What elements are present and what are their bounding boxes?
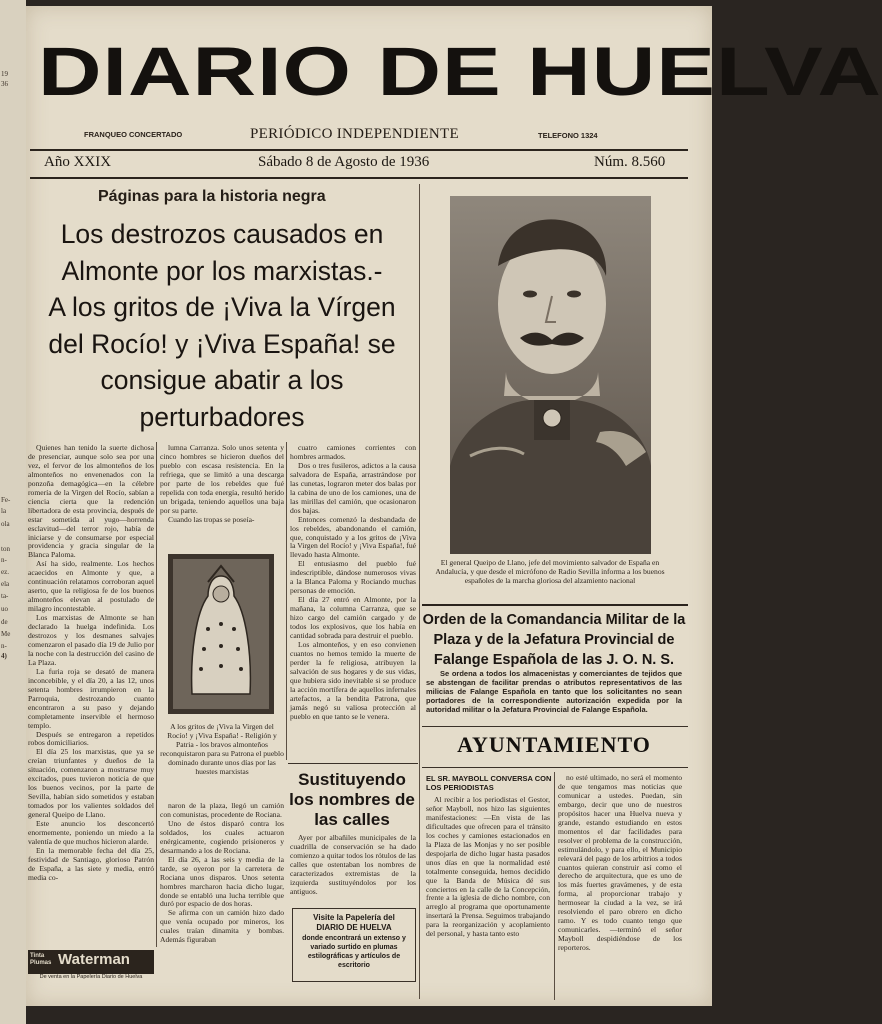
virgin-image-caption: A los gritos de ¡Viva la Virgen del Rocío! y ¡Viva España! - Religión y Patria - los bravos almonteños reconquistaron para su Patrona el pueblo dominado durante unos días por las huestes marxistas bbox=[160, 722, 284, 776]
paragraph: no esté ultimado, no será el momento de que tengamos mas noticias que comunicar a ustedes. Puedan, sin embargo, decir que uno de nuestros propósitos hacer una Huelva nueva y grande, estando estudiando en estos momentos el dar facilidades para resolver el problema de la construcción, estimulándolo, y para ello, el Municipio relevará del pago de los arbitrios a todos cuantos quieran construir así como el derecho de arquitectura, que es uno de los más fuertes gravámenes, y de esta forma, al proporcionar trabajo y hermosear la ciudad a la vez, se irá resolviendo el paro obrero en dicho ramo. Y es todo cuanto tengo que comunicarles. —terminó el señor Mayboll despidiéndose de los reporteros. bbox=[558, 773, 682, 953]
column-divider bbox=[156, 442, 157, 947]
paragraph: Este anuncio los desconcertó enormemente, poniendo un miedo a la valentía de que muchos hicieron alarde. bbox=[28, 819, 154, 846]
streets-headline: Sustituyendo los nombres de las calles bbox=[289, 770, 415, 829]
paragraph: Uno de éstos disparó contra los soldados, los cuales actuaron enérgicamente, cogiendo prisioneros y desarmando a los de Rociana. bbox=[160, 818, 284, 855]
margin-fragment: ez. bbox=[1, 568, 9, 576]
paragraph: lumna Carranza. Solo unos setenta y cinco hombres se hicieron dueños del pueblo con escasa resistencia. En la refriega, que se limitó a una descarga por parte de los rebeldes que fué repelida con toda energía, resultó herido un brigada, teniendo aquellos una baja por su parte. bbox=[160, 443, 284, 515]
masthead-rule-top bbox=[30, 149, 688, 151]
newspaper-page bbox=[26, 6, 882, 1006]
article-column-1 bbox=[28, 444, 154, 946]
masthead-subtitle: PERIÓDICO INDEPENDIENTE bbox=[250, 126, 459, 142]
paragraph: Entonces comenzó la desbandada de los rebeldes, abandonando el camión, que, conquistado y a los gritos de ¡Viva la Virgen del Rocío! y ¡Viva España!, fué llevado hasta Almonte. bbox=[290, 514, 416, 560]
divider bbox=[422, 604, 688, 606]
paragraph: Los almonteños, y en eso convienen cuantos no hemos temido la muerte de perder la fe religiosa, atribuyen la salvación de sus hogares y de sus vidas, que hubiera sido inevitable si se produce la acción mortífera de aquellos infernales artefactos, a la bendita Patrona, que jamás negó su valiosa protección al pueblo en que tanto se le venera. bbox=[290, 639, 416, 721]
column-divider bbox=[554, 772, 555, 1000]
virgin-del-rocio-image bbox=[168, 554, 274, 714]
paragraph: Ayer por albañiles municipales de la cuadrilla de conservación se ha dado comienzo a quitar todos los rótulos de las calles que ostentaban los nombres de caracterizados extremistas de la izquierda sustituyéndolos por los antiguos. bbox=[290, 833, 416, 896]
margin-fragment: ela bbox=[1, 580, 10, 588]
column-divider bbox=[286, 442, 287, 760]
year-label: Año XXIX bbox=[44, 154, 112, 170]
margin-fragment: ola bbox=[1, 520, 10, 528]
ayuntamiento-heading: AYUNTAMIENTO bbox=[457, 732, 651, 757]
margin-fragment: 36 bbox=[1, 80, 8, 88]
paragraph: El entusiasmo del pueblo fué indescriptible, dándose numerosos vivas a la Blanca Paloma y Rociando muchas personas de emoción. bbox=[290, 559, 416, 596]
ayuntamiento-column-2 bbox=[558, 774, 682, 1000]
ad-line: Visite la Papelería del bbox=[313, 913, 395, 922]
headline-line: Almonte por los marxistas.- bbox=[61, 255, 383, 286]
virgin-image-drawing bbox=[168, 554, 274, 714]
headline-line: perturbadores bbox=[139, 401, 305, 432]
margin-fragment: 4) bbox=[1, 652, 7, 660]
ad-newspaper-name: DIARIO DE HUELVA bbox=[316, 922, 392, 932]
column-divider bbox=[419, 184, 420, 999]
paragraph: El día 26, a las seis y media de la tarde, se oyeron por la carretera de Rociana unos disparos. Unos setenta hombres marcharon hacia dicho lugar, donde se entabló una lucha terrible que duró por espacio de dos horas. bbox=[160, 854, 284, 909]
article-column-3 bbox=[290, 444, 416, 760]
margin-fragment: ton bbox=[1, 545, 10, 553]
papeleria-ad bbox=[292, 908, 416, 982]
general-queipo-photo bbox=[450, 196, 651, 554]
margin-fragment: ta- bbox=[1, 592, 9, 600]
paragraph: cuatro camiones corrientes con hombres armados. bbox=[290, 443, 416, 461]
divider bbox=[422, 726, 688, 727]
paragraph: El día 25 los marxistas, que ya se creían triunfantes y dueños de la situación, comenzaron a mostrarse muy excitados, pues tuvieron noticia de que los buenos vecinos, por la parte de Sevilla, habían sido sometidos y estaban tomados por los valientes soldados del general Queipo de Llano. bbox=[28, 747, 154, 820]
issue-number: Núm. 8.560 bbox=[594, 154, 666, 170]
margin-fragment: de bbox=[1, 618, 8, 626]
franqueo-note: FRANQUEO CONCERTADO bbox=[84, 130, 183, 139]
paragraph: naron de la plaza, llegó un camión con comunistas, procedente de Rociana. bbox=[160, 801, 284, 819]
previous-page-edge bbox=[0, 0, 26, 1024]
margin-fragment: Fe- bbox=[1, 496, 11, 504]
paragraph: En la memorable fecha del día 25, festividad de Santiago, glorioso Patrón de España, a las siete y media, entró media co- bbox=[28, 845, 154, 882]
portrait-drawing bbox=[450, 196, 651, 554]
photo-caption: El general Queipo de Llano, jefe del movimiento salvador de España en Andalucía, y que desde el micrófono de Radio Sevilla informa a los buenos españoles de la marcha gloriosa del alzamiento nacional bbox=[435, 558, 665, 585]
article-column-2-bottom bbox=[160, 802, 284, 1000]
paragraph: Quienes han tenido la suerte dichosa de presenciar, aunque solo sea por una vez, el fervor de los almonteños de los almonteños no envenenados con la ponzoña demagógica—en la célebre romería de la Virgen del Rocío, sabían a ciencia cierta que la redención libertadora de esta provincia, después de estar sometida al yugo—horrenda esclavitud—del terror rojo, había de iniciarse y de consumarse por especial providencia y gracia singular de la Blanca Paloma. bbox=[28, 443, 154, 560]
paragraph: Cuando las tropas se poseía- bbox=[168, 514, 255, 524]
paragraph: Después se entregaron a repetidos robos domiciliarios. bbox=[28, 729, 154, 748]
paragraph: Los marxistas de Almonte se han declarado la huelga indefinida. Los destrozos y los desmanes salvajes comenzaron el pasado día 19 de Julio por la noche con la destrucción del casino de La Plaza. bbox=[28, 613, 154, 667]
masthead-title: DIARIO DE HUELVA bbox=[38, 32, 882, 110]
headline-line: Los destrozos causados en bbox=[60, 219, 384, 249]
orden-body: Se ordena a todos los almacenistas y comerciantes de tejidos que se abstengan de facilitar prendas o atributos representativos de las milicias de Falange Española en tanto que los solicitantes no sean portadores de la correspondiente autorización expedida por la autoridad militar o la Jefatura Provincial de Falange Española. bbox=[426, 669, 682, 714]
masthead-rule-bottom bbox=[30, 177, 688, 179]
headline-line: A los gritos de ¡Viva la Vírgen bbox=[48, 292, 396, 322]
date-label: Sábado 8 de Agosto de 1936 bbox=[258, 154, 430, 170]
main-headline bbox=[26, 216, 418, 435]
telephone-note: TELEFONO 1324 bbox=[538, 131, 598, 140]
ayuntamiento-subheading: EL SR. MAYBOLL CONVERSA CON LOS PERIODISTAS bbox=[426, 774, 552, 792]
orden-headline: Orden de la Comandancia Militar de la Plaza y de la Jefatura Provincial de Falange Española de las J. O. N. S. bbox=[422, 612, 686, 668]
margin-fragment: n- bbox=[1, 556, 7, 564]
paragraph: Dos o tres fusileros, adictos a la causa salvadora de España, arrastrándose por las cunetas, lograron meter dos balas por la cabina de uno de los camiones, una de las mirillas del camión, que ocasionaron dos bajas. bbox=[290, 460, 416, 515]
margin-fragment: 19 bbox=[1, 70, 8, 78]
headline-line: del Rocío! y ¡Viva España! se bbox=[48, 328, 396, 359]
margin-fragment: Me bbox=[1, 630, 11, 638]
paragraph: Así ha sido, realmente. Los hechos acaecidos en Almonte y que, a continuación relatamos corroboran aquel aserto, que la religiosa fe de los buenos almonteños elevan al postulado de milagro incontestable. bbox=[28, 559, 154, 614]
ad-description: donde encontrará un extenso y variado surtido en plumas estilográficas y artículos de escritorio bbox=[302, 935, 406, 970]
waterman-note: De venta en la Papelería Diario de Huelva bbox=[39, 974, 143, 980]
paragraph: Al recibir a los periodistas el Gestor, señor Mayboll, nos hizo las siguientes manifestaciones: —En vista de las dificultades que ofrecen para el tránsito los coches y camiones estacionados en la Plaza de las Monjas y no ser posible despojarla de dicho lugar hasta pasados unos días en que la normalidad esté totalmente conseguida, hemos decidido que la Banda de Música dé sus conciertos en la calle de la Concepción, frente a la iglesia de dicho nombre, con arreglo al programa que oportunamente insertará la Prensa. Seguimos trabajando para la reorganización y acoplamiento del personal, y hasta tanto esto bbox=[426, 795, 550, 939]
margin-fragment: n- bbox=[1, 642, 7, 650]
section-heading: Páginas para la historia negra bbox=[98, 188, 326, 205]
headline-line: consigue abatir a los bbox=[100, 365, 344, 395]
paragraph: Se afirma con un camión hizo dado que venía ocupado por mineros, los cuales traían dinamita y bombas. Además figuraban bbox=[160, 908, 284, 945]
margin-fragment: la bbox=[1, 507, 7, 515]
divider bbox=[422, 767, 688, 768]
article-column-2-top bbox=[160, 444, 284, 539]
paragraph: La furia roja se desató de manera inconcebible, y el día 20, a las 12, unos setenta hombres irrumpieron en la Parroquia, destrozando cuanto encontraron a su paso y dejando completamente inservible el hermoso templo. bbox=[28, 666, 154, 730]
paragraph: El día 27 entró en Almonte, por la mañana, la columna Carranza, que se hizo cargo del camión cargado y de todos los explosivos, que los había en cantidad sobrada para destruir el pueblo. bbox=[290, 595, 416, 641]
waterman-brand: Waterman bbox=[58, 951, 130, 968]
ayuntamiento-column-1 bbox=[426, 796, 550, 1000]
divider bbox=[288, 763, 418, 764]
waterman-ad bbox=[28, 950, 154, 974]
waterman-ad-left: Tinta Plumas bbox=[30, 953, 52, 966]
streets-article bbox=[290, 834, 416, 906]
margin-fragment: uo bbox=[1, 605, 8, 613]
